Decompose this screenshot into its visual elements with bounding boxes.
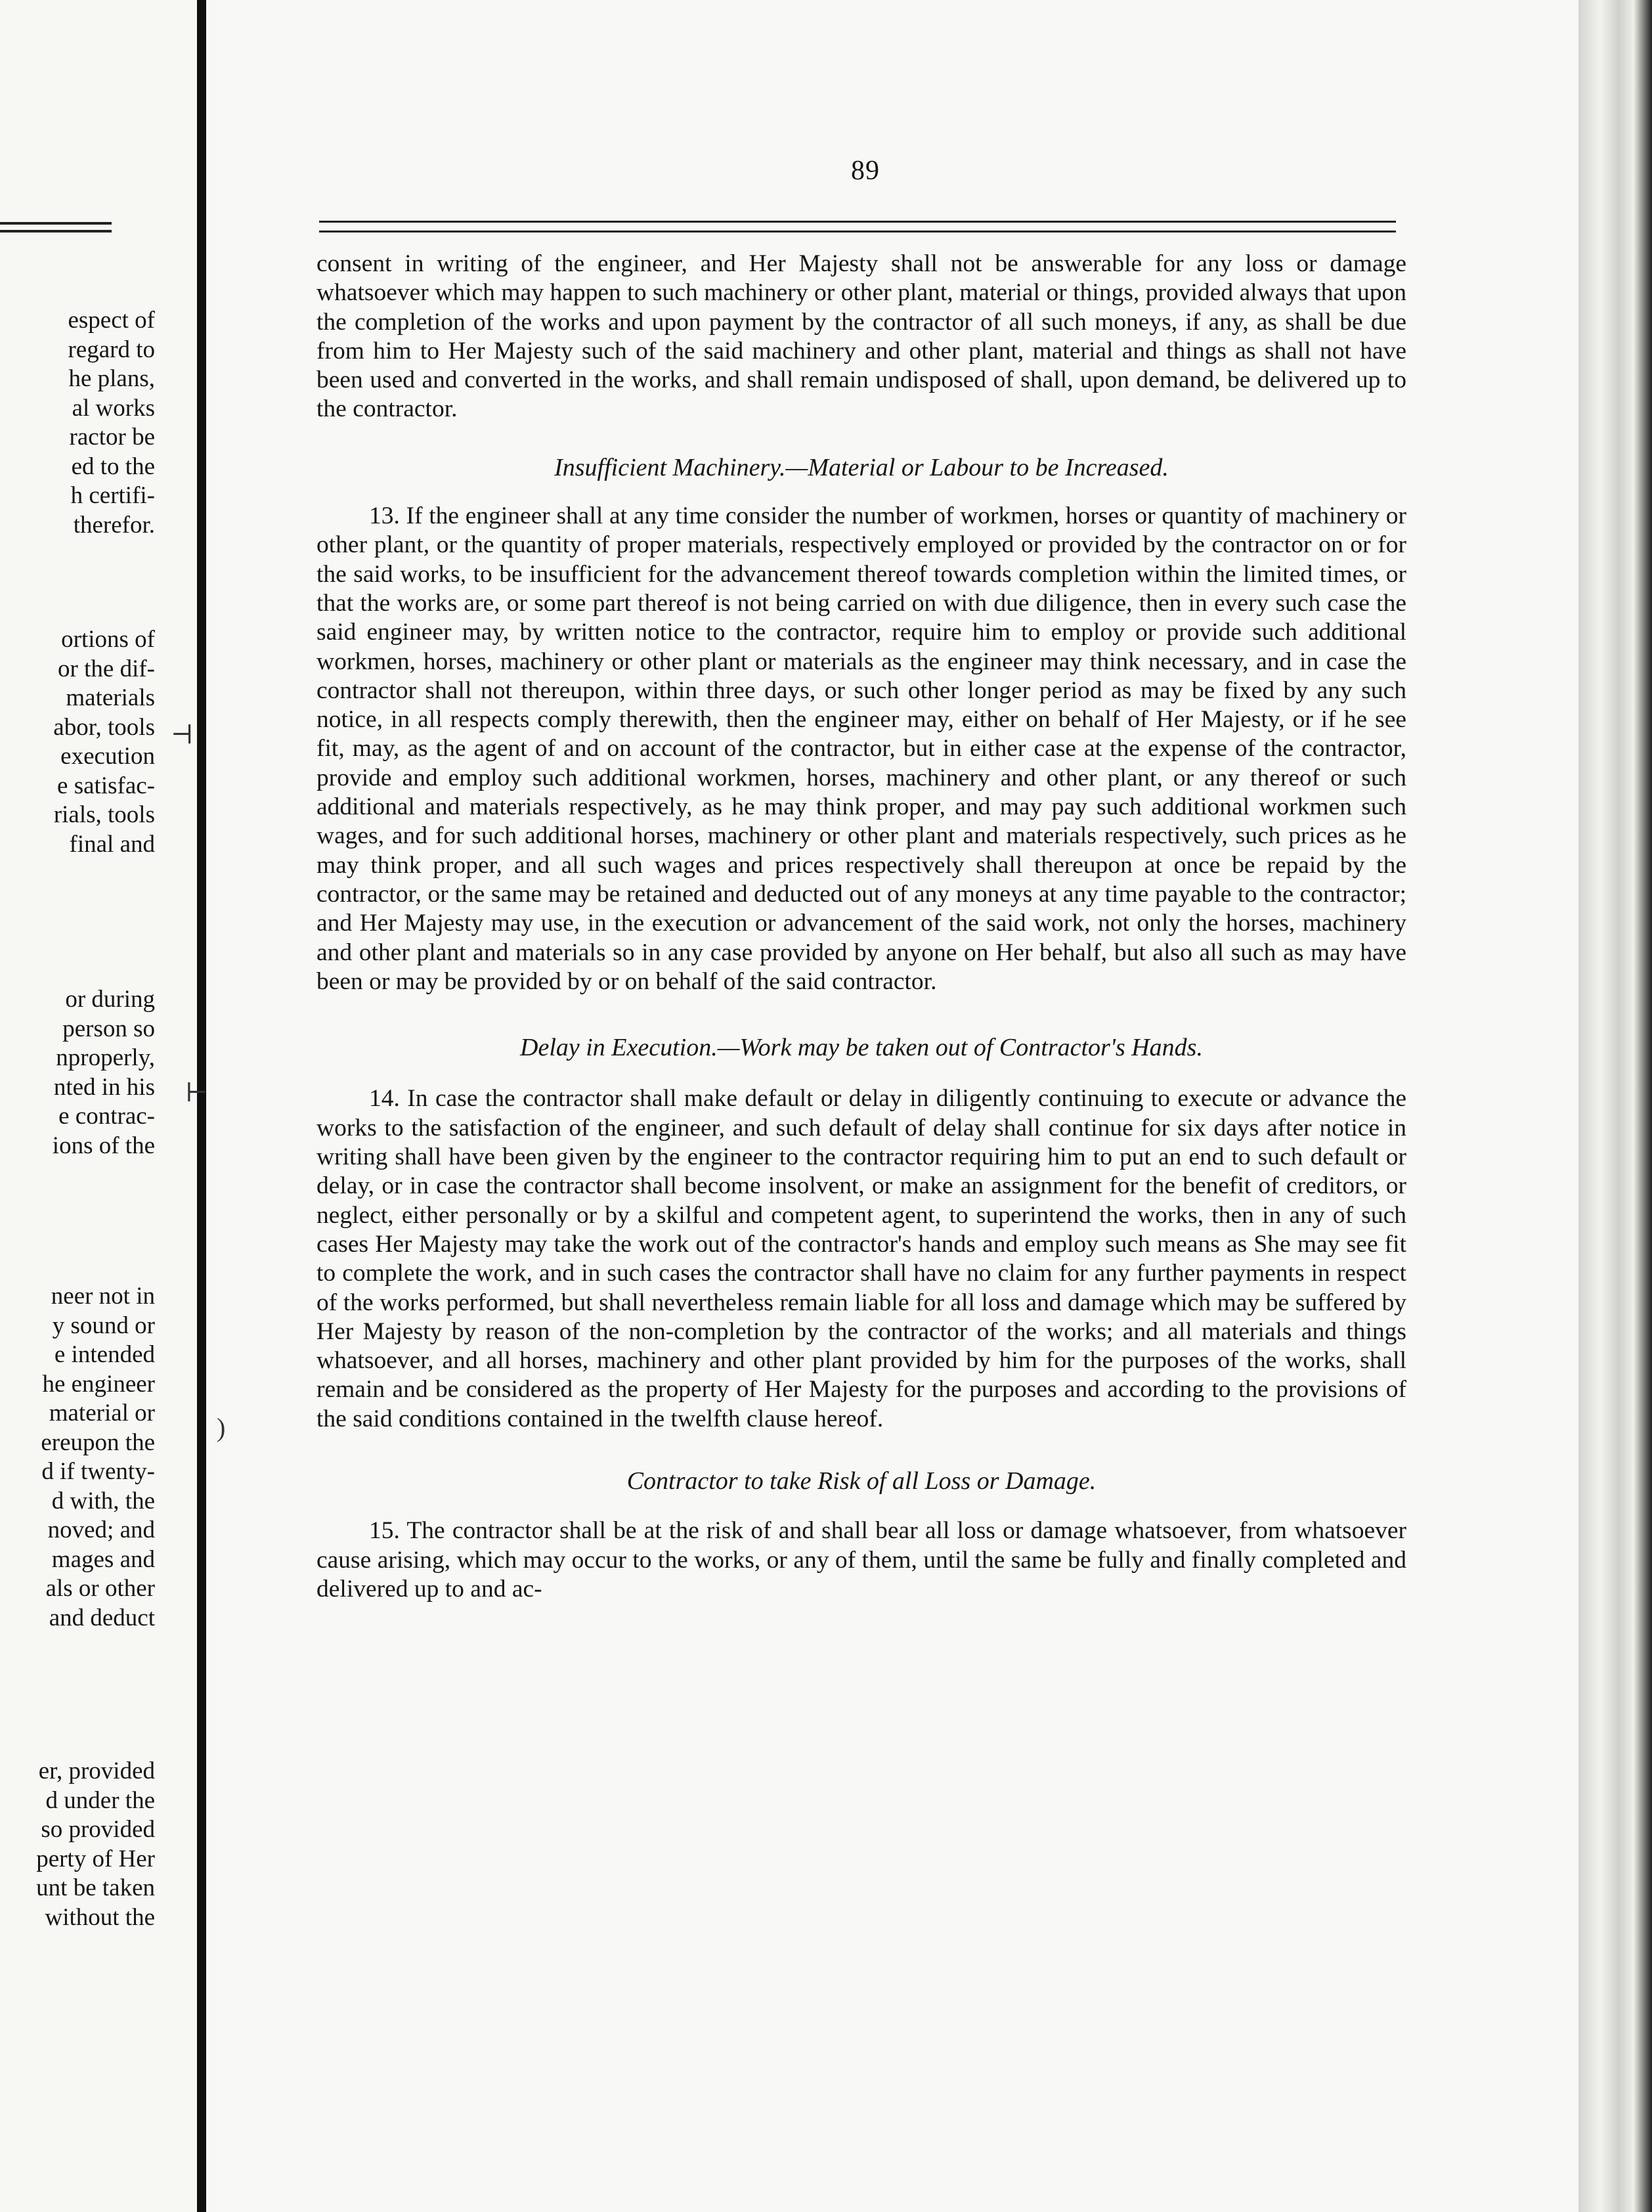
heading-clause-14: Delay in Execution.—Work may be taken out of Contractor's Hands. — [520, 1034, 1203, 1062]
margin-mark: ⊣ — [171, 720, 194, 749]
left-page-line: person so — [62, 1015, 155, 1042]
left-page-line: ed to the — [71, 453, 155, 480]
left-page-line: materials — [66, 684, 155, 711]
left-page-line: d under the — [45, 1786, 155, 1814]
left-page-rule — [0, 230, 112, 232]
left-page-line: regard to — [68, 336, 155, 363]
page-number: 89 — [851, 156, 880, 186]
left-page-line: nted in his — [53, 1073, 155, 1101]
left-page-line: ions of the — [52, 1132, 155, 1159]
paragraph-clause-13: 13. If the engineer shall at any time consider the number of workmen, horses or quantity of machinery or other plant, or the quantity of proper materials, respectively employed or provided by the contractor on or for the said works, to be insufficient for the advancement thereof towards completion within the limited times, or that the works are, or some part thereof is not being carried on with due diligence, then in every such case the said engineer may, by written notice to the contractor, require him to employ or provide such additional workmen, horses, machinery or other plant or materials as the engineer may think necessary, and in case the contractor shall not thereupon, within three days, or such other longer period as may be fixed by any such notice, in all respects comply therewith, then the engineer may, either on behalf of Her Majesty, or if he see fit, may, as the agent of and on account of the contractor, but in either case at the expense of the contractor, provide and employ such additional workmen, horses, machinery and other plant, or any thereof or such additional and materials respectively, as he may think proper, and may pay such additional workmen such wages, and for such additional horses, machinery or other plant and materials respectively, such prices as he may think proper, and all such wages and prices respectively shall thereupon at once be repaid by the contractor, or the same may be retained and deducted out of any moneys at any time payable to the contractor; and Her Majesty may use, in the execution or advancement of the said work, not only the horses, machinery and other plant and materials so in any case provided by anyone on Her behalf, but also all such as may have been or may be provided by or on behalf of the said contractor. — [316, 502, 1406, 995]
left-page-line: unt be taken — [36, 1874, 155, 1901]
left-page-line: nproperly, — [56, 1044, 155, 1071]
left-page-line: espect of — [68, 307, 155, 334]
left-page-line: ractor be — [69, 424, 155, 451]
left-page-line: noved; and — [47, 1516, 155, 1543]
left-page-line: and deduct — [49, 1604, 155, 1631]
left-page-line: or the dif- — [58, 655, 155, 682]
left-page-line: he plans, — [68, 365, 155, 392]
paragraph-clause-14: 14. In case the contractor shall make default or delay in diligently continuing to execute or advance the works to the satisfaction of the engineer, and such default of delay shall continue for six days after notice in writing shall have been given by the engineer to the contractor requiring him to put an end to such default or delay, or in case the contractor shall become insolvent, or make an assignment for the benefit of creditors, or neglect, either personally or by a skilful and competent agent, to superintend the works, then in any of such cases Her Majesty may take the work out of the contractor's hands and employ such means as She may see fit to complete the work, and in such cases the contractor shall have no claim for any further payments in respect of the works performed, but shall nevertheless remain liable for all loss and damage which may be suffered by Her Majesty by reason of the non-completion by the contractor of the works; and all materials and things whatsoever, and all horses, machinery and other plant provided by him for the purposes of the works, shall remain and be considered as the property of Her Majesty for the purposes and according to the provisions of the said conditions contained in the twelfth clause hereof. — [316, 1085, 1406, 1432]
left-page-rule — [0, 222, 112, 225]
paragraph-clause-15: 15. The contractor shall be at the risk of and shall bear all loss or damage whatsoever, from whatsoever cause arising, which may occur to the works, or any of them, until the same be fully and finally completed and delivered up to and ac- — [316, 1517, 1406, 1603]
left-page-line: ortions of — [61, 626, 155, 653]
left-page-line: therefor. — [73, 511, 155, 539]
left-page-line: als or other — [45, 1575, 155, 1602]
left-page-line: he engineer — [42, 1370, 155, 1398]
left-page-line: final and — [69, 830, 155, 858]
left-page-line: neer not in — [51, 1283, 155, 1310]
left-page-line: material or — [49, 1400, 155, 1427]
left-page-line: mages and — [51, 1545, 155, 1573]
left-page-line: e contrac- — [58, 1103, 155, 1130]
left-page-line: d with, the — [51, 1487, 155, 1515]
left-facing-page — [0, 0, 197, 2212]
page-body — [316, 250, 1406, 1604]
heading-clause-13: Insufficient Machinery.—Material or Labour to be Increased. — [554, 453, 1169, 481]
paragraph-clause-12-continued: consent in writing of the engineer, and Her Majesty shall not be answerable for any loss or damage whatsoever which may happen to such machinery or other plant, material or things, provided always that upon the completion of the works and upon payment by the contractor of all such moneys, if any, as shall be due from him to Her Majesty such of the said machinery and other plant, material and things as shall not have been used and converted in the works, and shall remain undisposed of shall, upon demand, be delivered up to the contractor. — [316, 250, 1406, 423]
heading-clause-15: Contractor to take Risk of all Loss or Damage. — [626, 1467, 1097, 1495]
left-page-line: without the — [45, 1903, 155, 1931]
left-page-line: abor, tools — [53, 713, 155, 741]
margin-mark: ) — [217, 1413, 226, 1442]
header-rule — [319, 221, 1396, 232]
page-edge — [1578, 0, 1652, 2212]
left-page-line: er, provided — [38, 1758, 155, 1784]
left-page-line: d if twenty- — [41, 1458, 155, 1485]
left-page-line: al works — [72, 394, 155, 422]
left-page-line: e intended — [54, 1341, 155, 1368]
left-page-line: execution — [60, 743, 155, 770]
left-page-line: or during — [65, 986, 155, 1013]
left-page-line: ereupon the — [41, 1428, 155, 1456]
left-page-line: rials, tools — [53, 801, 155, 828]
left-page-line: y sound or — [52, 1312, 155, 1339]
left-page-line: h certifi- — [70, 482, 155, 509]
left-page-line: e satisfac- — [57, 772, 155, 799]
left-page-line: perty of Her — [36, 1845, 155, 1872]
left-page-line: so provided — [41, 1816, 155, 1843]
margin-mark: ⊢ — [185, 1078, 208, 1107]
